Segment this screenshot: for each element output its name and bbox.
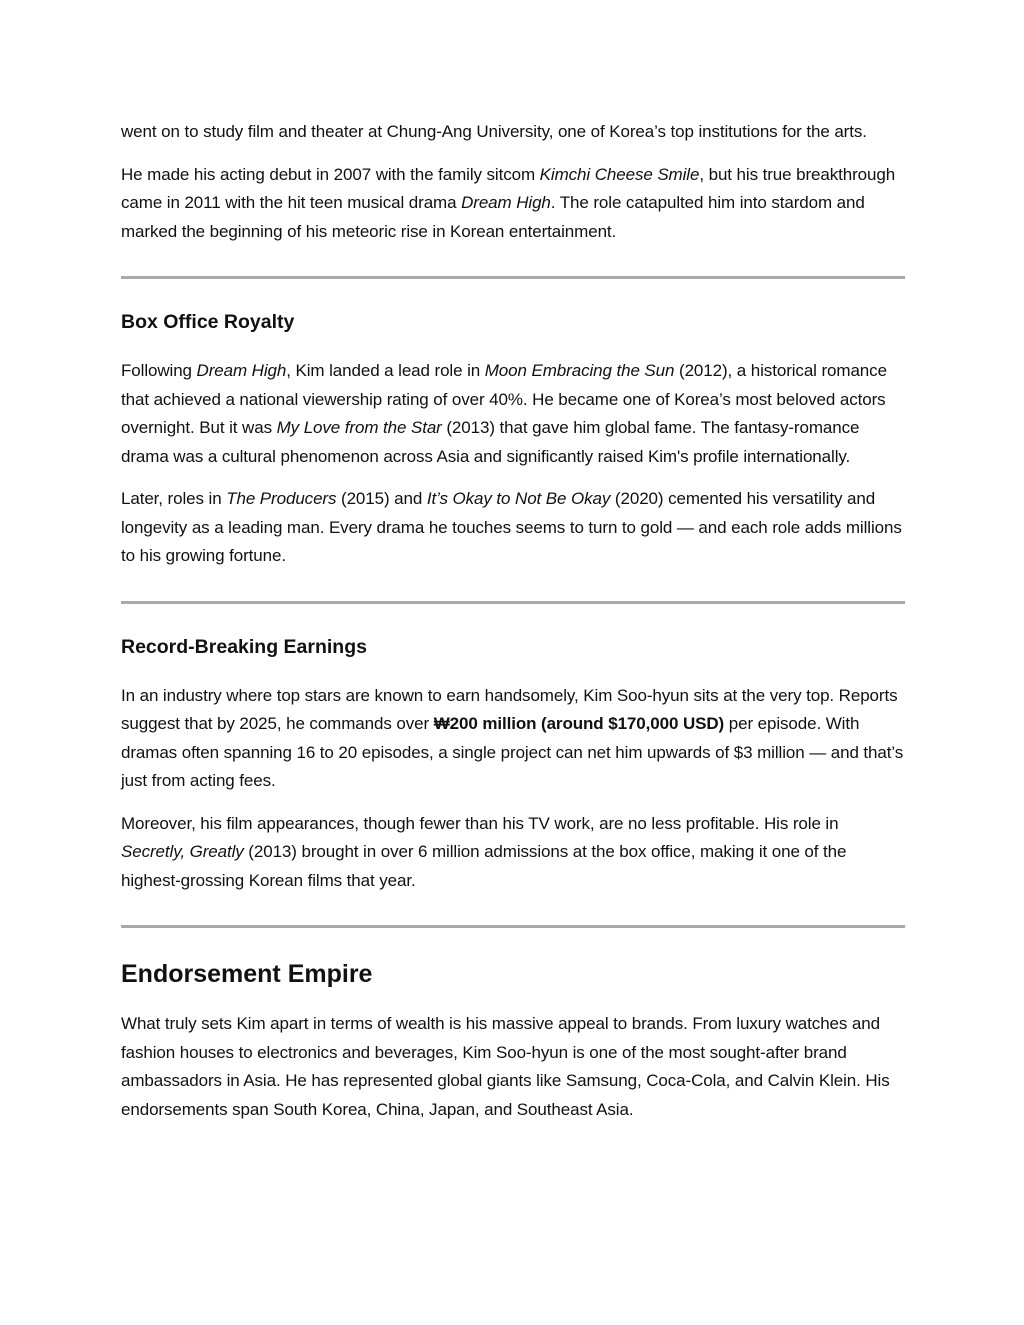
text-run: (2012), a historical romance that achieved a national viewership rating of over 40%. He became one of Korea’s most beloved actors overnight. But it was <box>121 361 887 437</box>
title-dream-high: Dream High <box>461 193 551 212</box>
text-run: , but his true breakthrough came in 2011 with the hit teen musical drama <box>121 164 896 212</box>
text-run: , Kim landed a lead role in <box>286 361 485 380</box>
per-episode-fee: ₩200 million (around $170,000 USD) <box>433 714 725 733</box>
box-office-paragraph-2 <box>121 485 905 571</box>
earnings-paragraph-1 <box>121 682 905 796</box>
box-office-paragraph-1 <box>121 357 905 471</box>
text-run: per episode. With dramas often spanning 16 to 20 episodes, a single project can net him upwards of $3 million — and that’s just from acting fees. <box>121 714 904 790</box>
text-run: . The role catapulted him into stardom and marked the beginning of his meteoric rise in Korean entertainment. <box>121 193 865 241</box>
text-run: (2015) and <box>336 489 427 508</box>
article-body <box>121 118 905 1138</box>
title-its-okay-to-not-be-okay: It’s Okay to Not Be Okay <box>426 489 611 508</box>
title-secretly-greatly: Secretly, Greatly <box>121 842 244 861</box>
earnings-paragraph-2 <box>121 810 905 896</box>
title-moon-embracing-the-sun: Moon Embracing the Sun <box>484 361 675 380</box>
section-divider <box>121 276 905 279</box>
section-divider <box>121 601 905 604</box>
intro-paragraph-1: went on to study film and theater at Chung-Ang University, one of Korea’s top institutions for the arts. <box>121 122 867 141</box>
text-run: Later, roles in <box>121 489 227 508</box>
box-office-heading: Box Office Royalty <box>121 311 295 333</box>
title-kimchi-cheese-smile: Kimchi Cheese Smile <box>539 164 700 184</box>
endorsement-heading: Endorsement Empire <box>121 960 373 988</box>
intro-paragraph-2 <box>121 161 905 247</box>
text-run: He made his acting debut in 2007 with the family sitcom <box>121 164 540 184</box>
text-run: (2020) cemented his versatility and longevity as a leading man. Every drama he touches seems to turn to gold — and each role adds millions to his growing fortune. <box>121 489 902 565</box>
text-run: (2013) that gave him global fame. The fantasy-romance drama was a cultural phenomenon across Asia and significantly raised Kim's profile internationally. <box>121 418 860 466</box>
text-run: In an industry where top stars are known to earn handsomely, Kim Soo-hyun sits at the very top. Reports suggest that by 2025, he commands over <box>121 685 898 733</box>
text-run: Moreover, his film appearances, though fewer than his TV work, are no less profitable. His role in <box>121 813 839 833</box>
earnings-heading: Record-Breaking Earnings <box>121 635 367 658</box>
text-run: Following <box>121 361 197 380</box>
title-my-love-from-the-star: My Love from the Star <box>276 418 442 437</box>
text-run: (2013) brought in over 6 million admissions at the box office, making it one of the highest-grossing Korean films that year. <box>121 842 847 890</box>
endorsement-paragraph-1: What truly sets Kim apart in terms of wealth is his massive appeal to brands. From luxury watches and fashion houses to electronics and beverages, Kim Soo-hyun is one of the most sought-after brand ambassadors in Asia. He has represented global giants like Samsung, Coca-Cola, and Calvin Klein. His endorsements span South Korea, China, Japan, and Southeast Asia. <box>121 1014 890 1119</box>
section-divider <box>121 925 905 928</box>
title-the-producers: The Producers <box>226 489 337 508</box>
title-dream-high: Dream High <box>196 361 287 380</box>
